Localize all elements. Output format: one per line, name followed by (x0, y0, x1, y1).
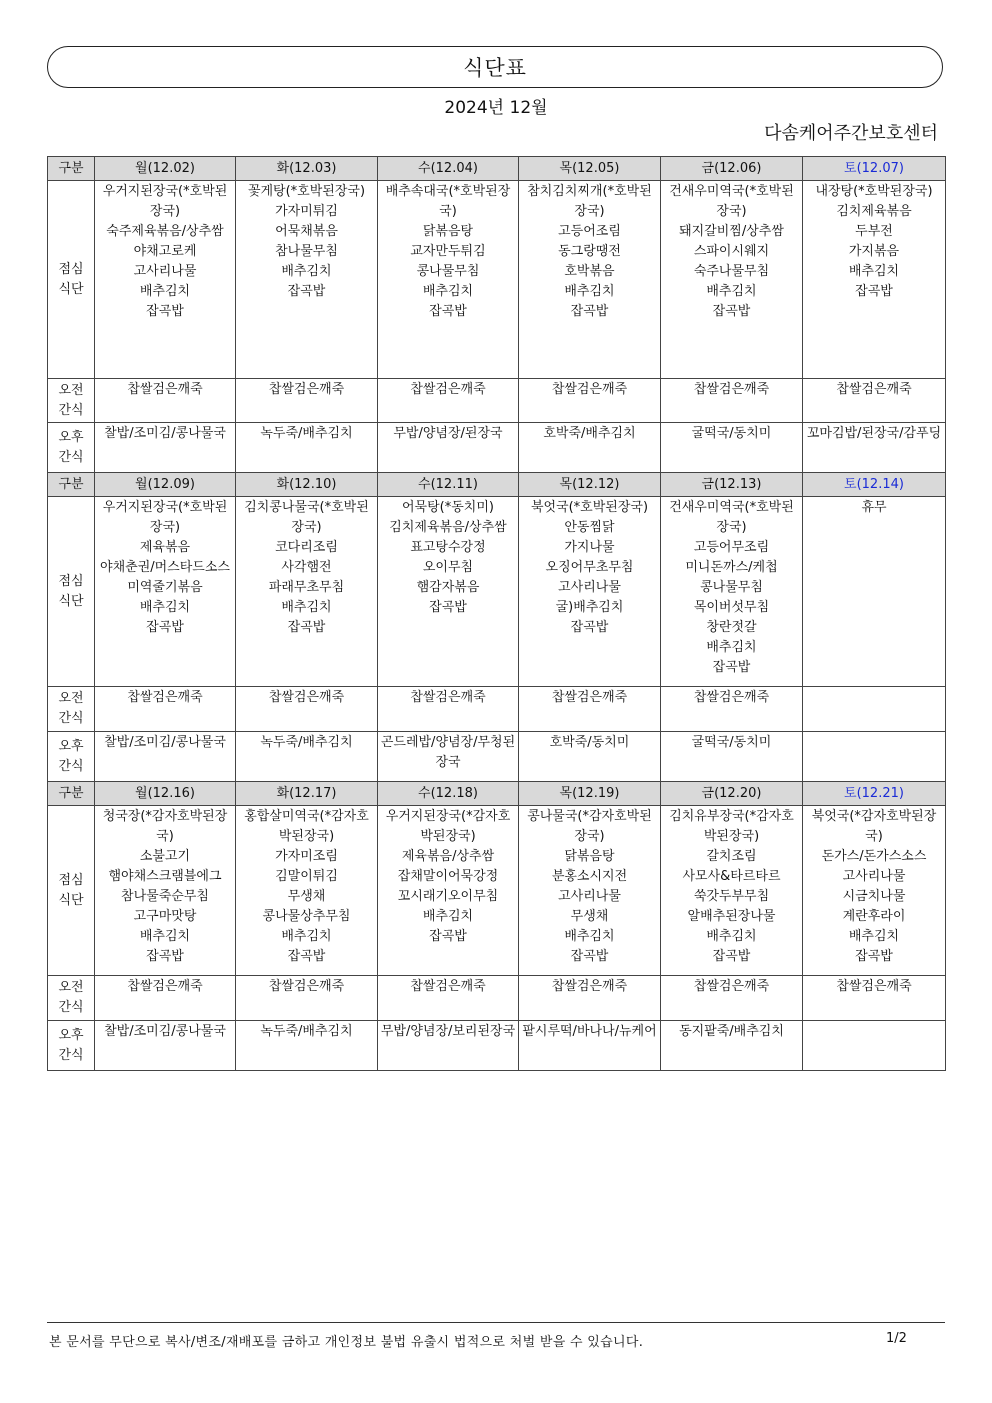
pm-snack-label (48, 423, 95, 473)
menu-item: 고사리나물 (133, 264, 197, 279)
header-gubun: 구분 (48, 473, 95, 497)
menu-item: 오이무침 (422, 560, 474, 575)
lunch-cell (378, 806, 519, 976)
menu-item: 안동찜닭 (564, 520, 615, 535)
pm-snack-label-text: 오후 (58, 1027, 84, 1043)
lunch-row (48, 497, 946, 687)
menu-item: 배추김치 (848, 929, 900, 944)
am-snack-label (48, 976, 95, 1021)
lunch-cell (803, 497, 946, 687)
menu-item: 돼지갈비찜/상추쌈 (679, 224, 784, 239)
pm-snack-cell: 녹두죽/배추김치 (236, 1021, 378, 1071)
lunch-label (48, 806, 95, 976)
menu-item: 꽃게탕(*호박된장국) (247, 184, 366, 199)
day-header: 목(12.05) (519, 157, 661, 181)
menu-item: 고등어조림 (558, 224, 621, 239)
menu-item: 가지볶음 (848, 244, 900, 259)
am-snack-cell: 찹쌀검은깨죽 (378, 976, 519, 1021)
am-snack-cell: 찹쌀검은깨죽 (236, 687, 378, 732)
week-header-row (48, 782, 946, 806)
lunch-cell (661, 181, 803, 379)
lunch-label-text: 점심 (58, 261, 84, 277)
menu-item: 숙주나물무침 (693, 264, 770, 279)
menu-item: 야채춘권/머스타드소스 (100, 560, 230, 575)
lunch-cell (378, 181, 519, 379)
menu-item: 배추김치 (848, 264, 900, 279)
pm-snack-label-text: 오후 (58, 738, 84, 754)
menu-item: 콩나물무침 (416, 264, 480, 279)
menu-item: 잡곡밥 (429, 929, 467, 944)
menu-item: 햄감자볶음 (416, 580, 480, 595)
lunch-row (48, 181, 946, 379)
am-snack-label (48, 687, 95, 732)
menu-item: 배추김치 (564, 929, 615, 944)
lunch-cell (519, 806, 661, 976)
menu-item: 배추김치 (139, 600, 191, 615)
menu-item: 분홍소시지전 (551, 869, 628, 884)
menu-item: 어묵채볶음 (275, 224, 338, 239)
footer-notice: 본 문서를 무단으로 복사/변조/재배포를 금하고 개인정보 불법 유출시 법적으로 처벌 받을 수 있습니다. (49, 1335, 644, 1350)
pm-snack-cell: 팥시루떡/바나나/뉴케어 (519, 1021, 661, 1071)
pm-snack-cell: 녹두죽/배추김치 (236, 423, 378, 473)
menu-item: 잡곡밥 (429, 600, 467, 615)
menu-item: 고등어무조림 (693, 540, 770, 555)
menu-item: 참나물무침 (275, 244, 338, 259)
menu-item: 숙주제육볶음/상추쌈 (106, 224, 224, 239)
menu-item: 배추김치 (281, 600, 332, 615)
menu-item: 북엇국(*감자호박된장국) (811, 809, 937, 844)
menu-item: 잡곡밥 (855, 284, 893, 299)
menu-item: 잡곡밥 (287, 284, 326, 299)
menu-item: 배추김치 (281, 264, 332, 279)
pm-snack-row (48, 732, 946, 782)
day-header: 토(12.21) (803, 782, 946, 806)
lunch-label-text: 식단 (58, 892, 84, 908)
day-header: 금(12.06) (661, 157, 803, 181)
day-header: 토(12.07) (803, 157, 946, 181)
page-title: 식단표 (463, 56, 527, 80)
pm-snack-cell: 굴떡국/동치미 (661, 732, 803, 782)
pm-snack-label-text: 간식 (58, 449, 84, 465)
menu-item: 고사리나물 (558, 889, 621, 904)
menu-item: 사각햄전 (281, 560, 332, 575)
pm-snack-label-text: 오후 (58, 429, 84, 445)
menu-item: 닭볶음탕 (564, 849, 615, 864)
am-snack-cell: 찹쌀검은깨죽 (661, 379, 803, 423)
lunch-cell (661, 806, 803, 976)
pm-snack-cell (803, 1021, 946, 1071)
am-snack-label-text: 간식 (58, 402, 84, 418)
menu-item: 잡곡밥 (712, 304, 751, 319)
am-snack-cell: 찹쌀검은깨죽 (95, 976, 236, 1021)
menu-item: 시금치나물 (842, 889, 906, 904)
pm-snack-label-text: 간식 (58, 758, 84, 774)
menu-item: 호박볶음 (564, 264, 615, 279)
menu-item: 동그랑땡전 (558, 244, 621, 259)
menu-item: 북엇국(*호박된장국) (530, 500, 649, 515)
menu-item: 건새우미역국(*호박된장국) (669, 184, 794, 219)
lunch-cell (236, 497, 378, 687)
menu-item: 잡곡밥 (146, 949, 184, 964)
menu-item: 고사리나물 (558, 580, 621, 595)
pm-snack-label (48, 1021, 95, 1071)
menu-item: 청국장(*감자호박된장국) (102, 809, 228, 844)
day-header: 금(12.13) (661, 473, 803, 497)
week-header-row (48, 473, 946, 497)
pm-snack-cell: 굴떡국/동치미 (661, 423, 803, 473)
week-header-row (48, 157, 946, 181)
pm-snack-row (48, 1021, 946, 1071)
pm-snack-cell: 동지팥죽/배추김치 (661, 1021, 803, 1071)
am-snack-cell: 찹쌀검은깨죽 (519, 379, 661, 423)
pm-snack-cell: 찰밥/조미김/콩나물국 (95, 423, 236, 473)
day-header: 수(12.04) (378, 157, 519, 181)
menu-item: 잡곡밥 (712, 949, 751, 964)
pm-snack-cell: 곤드레밥/양념장/무청된장국 (378, 732, 519, 782)
lunch-label (48, 497, 95, 687)
menu-item: 가자미튀김 (275, 204, 338, 219)
menu-item: 야채고로케 (133, 244, 197, 259)
menu-item: 고사리나물 (842, 869, 906, 884)
menu-item: 무생채 (570, 909, 609, 924)
am-snack-cell: 찹쌀검은깨죽 (378, 379, 519, 423)
menu-item: 잡곡밥 (146, 304, 184, 319)
am-snack-cell: 찹쌀검은깨죽 (661, 687, 803, 732)
menu-item: 스파이시웨지 (693, 244, 770, 259)
menu-item: 건새우미역국(*호박된장국) (669, 500, 794, 535)
lunch-cell (236, 181, 378, 379)
menu-item: 창란젓갈 (706, 620, 757, 635)
pm-snack-label (48, 732, 95, 782)
menu-item: 김말이튀김 (275, 869, 338, 884)
am-snack-label (48, 379, 95, 423)
menu-item: 잡곡밥 (570, 949, 609, 964)
header-gubun: 구분 (48, 782, 95, 806)
menu-item: 미니돈까스/케첩 (685, 560, 778, 575)
pm-snack-cell (803, 732, 946, 782)
lunch-cell (378, 497, 519, 687)
menu-item: 소불고기 (139, 849, 191, 864)
pm-snack-cell: 찰밥/조미김/콩나물국 (95, 1021, 236, 1071)
menu-item: 가지나물 (564, 540, 615, 555)
lunch-cell (95, 806, 236, 976)
menu-item: 표고탕수강정 (410, 540, 486, 555)
menu-item: 잡곡밥 (146, 620, 184, 635)
menu-item: 쑥갓두부무침 (693, 889, 770, 904)
lunch-cell (519, 181, 661, 379)
lunch-row (48, 806, 946, 976)
pm-snack-cell: 호박죽/배추김치 (519, 423, 661, 473)
menu-item: 콩나물국(*감자호박된장국) (527, 809, 652, 844)
menu-item: 알배추된장나물 (687, 909, 776, 924)
day-header: 목(12.12) (519, 473, 661, 497)
am-snack-cell: 찹쌀검은깨죽 (95, 687, 236, 732)
menu-item: 미역줄기볶음 (127, 580, 203, 595)
lunch-cell (95, 497, 236, 687)
menu-table (47, 156, 946, 1071)
day-header: 월(12.09) (95, 473, 236, 497)
am-snack-cell: 찹쌀검은깨죽 (236, 379, 378, 423)
menu-item: 목이버섯무침 (693, 600, 770, 615)
menu-item: 배추김치 (139, 929, 191, 944)
pm-snack-cell: 무밥/양념장/된장국 (378, 423, 519, 473)
menu-item: 배추김치 (422, 909, 474, 924)
am-snack-cell (803, 687, 946, 732)
lunch-label-text: 점심 (58, 573, 84, 589)
am-snack-cell: 찹쌀검은깨죽 (236, 976, 378, 1021)
menu-item: 닭볶음탕 (422, 224, 474, 239)
day-header: 수(12.11) (378, 473, 519, 497)
menu-item: 갈치조림 (706, 849, 757, 864)
menu-item: 우거지된장국(*호박된장국) (102, 500, 228, 535)
day-header: 금(12.20) (661, 782, 803, 806)
pm-snack-row (48, 423, 946, 473)
pm-snack-cell: 꼬마김밥/된장국/감푸딩 (803, 423, 946, 473)
am-snack-cell: 찹쌀검은깨죽 (661, 976, 803, 1021)
menu-item: 고구마맛탕 (133, 909, 197, 924)
menu-item: 두부전 (855, 224, 893, 239)
menu-item: 배추김치 (706, 640, 757, 655)
menu-item: 내장탕(*호박된장국) (815, 184, 933, 199)
menu-item: 배추김치 (139, 284, 191, 299)
day-header: 화(12.17) (236, 782, 378, 806)
pm-snack-cell: 호박죽/동치미 (519, 732, 661, 782)
day-header: 수(12.18) (378, 782, 519, 806)
pm-snack-cell: 찰밥/조미김/콩나물국 (95, 732, 236, 782)
am-snack-label-text: 오전 (58, 691, 84, 706)
am-snack-cell: 찹쌀검은깨죽 (803, 379, 946, 423)
menu-item: 우거지된장국(*호박된장국) (102, 184, 228, 219)
pm-snack-label-text: 간식 (58, 1047, 84, 1063)
menu-item: 배추김치 (281, 929, 332, 944)
lunch-cell (661, 497, 803, 687)
am-snack-label-text: 오전 (58, 382, 84, 398)
menu-item: 잡곡밥 (429, 304, 467, 319)
lunch-label-text: 식단 (58, 281, 84, 297)
menu-item: 돈가스/돈가스소스 (821, 849, 927, 864)
menu-item: 우거지된장국(*감자호박된장국) (385, 809, 511, 844)
day-header: 토(12.14) (803, 473, 946, 497)
menu-item: 김치유부장국(*감자호박된장국) (669, 809, 794, 844)
am-snack-label-text: 오전 (58, 980, 84, 995)
pm-snack-cell: 무밥/양념장/보리된장국 (378, 1021, 519, 1071)
lunch-cell (519, 497, 661, 687)
am-snack-row (48, 379, 946, 423)
menu-item: 잡곡밥 (570, 620, 609, 635)
day-header: 화(12.03) (236, 157, 378, 181)
menu-item: 오징어무초무침 (545, 560, 634, 575)
footer-divider (47, 1322, 945, 1323)
menu-item: 굴)배추김치 (555, 600, 624, 615)
menu-item: 잡곡밥 (287, 620, 326, 635)
menu-item: 홍합살미역국(*감자호박된장국) (244, 809, 369, 844)
menu-item: 잡곡밥 (570, 304, 609, 319)
menu-item: 잡곡밥 (855, 949, 893, 964)
menu-item: 배추김치 (706, 284, 757, 299)
menu-item: 콩나물무침 (700, 580, 763, 595)
menu-item: 어묵탕(*동치미) (402, 500, 494, 515)
menu-item: 교자만두튀김 (410, 244, 486, 259)
menu-item: 제육볶음 (139, 540, 191, 555)
lunch-label (48, 181, 95, 379)
lunch-label-text: 식단 (58, 593, 84, 609)
am-snack-cell: 찹쌀검은깨죽 (378, 687, 519, 732)
menu-item: 계란후라이 (842, 909, 906, 924)
menu-item: 배추김치 (422, 284, 474, 299)
day-header: 목(12.19) (519, 782, 661, 806)
page-number: 1/2 (886, 1331, 907, 1346)
menu-item: 배추김치 (564, 284, 615, 299)
pm-snack-cell: 녹두죽/배추김치 (236, 732, 378, 782)
am-snack-cell: 찹쌀검은깨죽 (519, 687, 661, 732)
menu-item: 잡곡밥 (712, 660, 751, 675)
am-snack-cell: 찹쌀검은깨죽 (95, 379, 236, 423)
am-snack-row (48, 976, 946, 1021)
menu-item: 제육볶음/상추쌈 (401, 849, 495, 864)
menu-item: 잡곡밥 (287, 949, 326, 964)
menu-item: 김치콩나물국(*호박된장국) (244, 500, 369, 535)
day-header: 화(12.10) (236, 473, 378, 497)
lunch-cell (803, 181, 946, 379)
am-snack-cell: 찹쌀검은깨죽 (803, 976, 946, 1021)
month-subtitle: 2024년 12월 (444, 98, 548, 118)
day-header: 월(12.16) (95, 782, 236, 806)
menu-item: 김치제육볶음 (836, 204, 912, 219)
menu-item: 햄야채스크램블에그 (108, 869, 222, 884)
menu-item: 파래무초무침 (268, 580, 345, 595)
menu-item: 사모사&타르타르 (682, 869, 781, 884)
lunch-cell (803, 806, 946, 976)
menu-item: 배추김치 (706, 929, 757, 944)
lunch-cell (95, 181, 236, 379)
menu-item: 콩나물상추무침 (262, 909, 351, 924)
menu-item: 참나물죽순무침 (121, 889, 209, 904)
menu-item: 휴무 (861, 500, 887, 515)
title-box (47, 46, 943, 88)
menu-item: 무생채 (287, 889, 326, 904)
am-snack-label-text: 간식 (58, 1000, 84, 1015)
menu-item: 꼬시래기오이무침 (397, 889, 499, 904)
am-snack-row (48, 687, 946, 732)
menu-item: 가자미조림 (275, 849, 338, 864)
menu-item: 코다리조림 (275, 540, 338, 555)
am-snack-label-text: 간식 (58, 711, 84, 726)
day-header: 월(12.02) (95, 157, 236, 181)
header-gubun: 구분 (48, 157, 95, 181)
lunch-label-text: 점심 (58, 872, 84, 888)
menu-item: 참치김치찌개(*호박된장국) (527, 184, 652, 219)
am-snack-cell: 찹쌀검은깨죽 (519, 976, 661, 1021)
menu-item: 배추속대국(*호박된장국) (385, 184, 511, 219)
organization-name: 다솜케어주간보호센터 (764, 123, 938, 144)
menu-item: 잡채말이어묵강정 (397, 869, 499, 884)
lunch-cell (236, 806, 378, 976)
menu-item: 김치제육볶음/상추쌈 (389, 520, 507, 535)
